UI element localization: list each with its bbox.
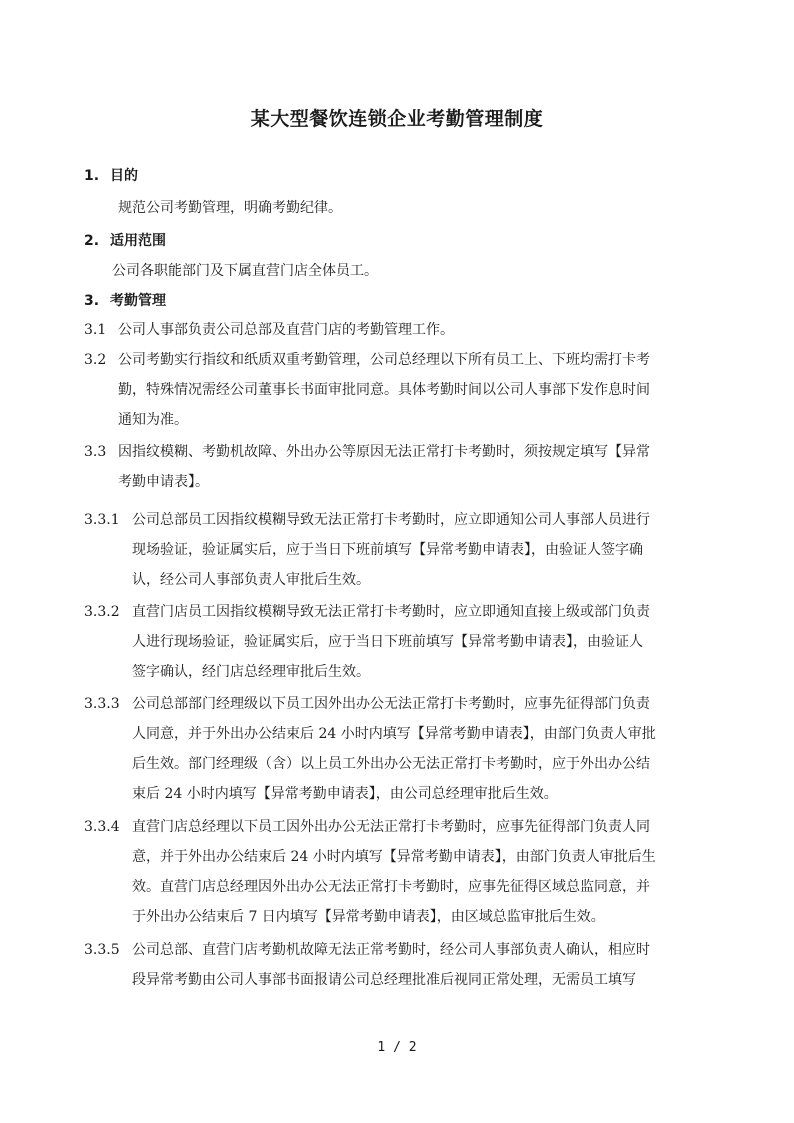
- clause-3-3-4: [84, 812, 656, 932]
- section-heading-text: 适用范围: [110, 233, 166, 249]
- clause-number: 3.3.4: [84, 819, 120, 835]
- clause-3-3-5: [84, 935, 650, 995]
- clause-line: 考勤申请表】。: [118, 474, 209, 490]
- section-heading-3: [84, 290, 166, 310]
- clause-line: 公司人事部负责公司总部及直营门店的考勤管理工作。: [118, 322, 454, 338]
- clause-number: 3.3.3: [84, 696, 120, 712]
- clause-3-2: [84, 345, 650, 435]
- page-indicator: 1 / 2: [377, 1040, 417, 1055]
- clause-line: 通知为准。: [118, 412, 188, 428]
- clause-line: 人同意，并于外出办公结束后 24 小时内填写【异常考勤申请表】，由部门负责人审批: [132, 726, 656, 742]
- clause-line: 因指纹模糊、考勤机故障、外出办公等原因无法正常打卡考勤时，须按规定填写【异常: [118, 444, 650, 460]
- clause-number: 3.2: [84, 352, 107, 368]
- section-heading-1: [84, 165, 138, 185]
- clause-line: 公司总部、直营门店考勤机故障无法正常考勤时，经公司人事部负责人确认，相应时: [132, 942, 650, 958]
- clause-line: 签字确认，经门店总经理审批后生效。: [132, 664, 370, 680]
- clause-line: 认，经公司人事部负责人审批后生效。: [132, 572, 370, 588]
- clause-line: 公司考勤实行指纹和纸质双重考勤管理，公司总经理以下所有员工上、下班均需打卡考: [118, 352, 650, 368]
- section-heading-text: 考勤管理: [110, 293, 166, 309]
- clause-line: 公司总部部门经理级以下员工因外出办公无法正常打卡考勤时，应事先征得部门负责: [132, 696, 650, 712]
- clause-number: 3.3.1: [84, 512, 120, 528]
- section-number: 3.: [84, 293, 100, 309]
- clause-number: 3.3.5: [84, 942, 120, 958]
- clause-line: 后生效。部门经理级（含）以上员工外出办公无法正常打卡考勤时，应于外出办公结: [132, 756, 650, 772]
- section-heading-2: [84, 230, 166, 250]
- clause-3-1: [84, 315, 454, 345]
- section-number: 2.: [84, 233, 100, 249]
- clause-line: 束后 24 小时内填写【异常考勤申请表】，由公司总经理审批后生效。: [132, 786, 558, 802]
- clause-line: 意，并于外出办公结束后 24 小时内填写【异常考勤申请表】，由部门负责人审批后生: [132, 849, 656, 865]
- section-body-2: 公司各职能部门及下属直营门店全体员工。: [112, 263, 378, 279]
- clause-line: 段异常考勤由公司人事部书面报请公司总经理批准后视同正常处理，无需员工填写: [132, 972, 636, 988]
- clause-number: 3.3: [84, 444, 107, 460]
- section-body-1: 规范公司考勤管理，明确考勤纪律。: [118, 200, 342, 216]
- clause-line: 现场验证，验证属实后，应于当日下班前填写【异常考勤申请表】，由验证人签字确: [132, 542, 643, 558]
- clause-line: 直营门店总经理以下员工因外出办公无法正常打卡考勤时，应事先征得部门负责人同: [132, 819, 650, 835]
- clause-line: 公司总部员工因指纹模糊导致无法正常打卡考勤时，应立即通知公司人事部人员进行: [132, 512, 650, 528]
- clause-number: 3.3.2: [84, 604, 120, 620]
- section-number: 1.: [84, 168, 100, 184]
- clause-3-3-1: [84, 505, 650, 595]
- clause-line: 人进行现场验证，验证属实后，应于当日下班前填写【异常考勤申请表】，由验证人: [132, 634, 643, 650]
- clause-line: 直营门店员工因指纹模糊导致无法正常打卡考勤时，应立即通知直接上级或部门负责: [132, 604, 650, 620]
- clause-line: 效。直营门店总经理因外出办公无法正常打卡考勤时，应事先征得区域总监同意，并: [132, 879, 650, 895]
- clause-line: 勤，特殊情况需经公司董事长书面审批同意。具体考勤时间以公司人事部下发作息时间: [118, 382, 650, 398]
- section-heading-text: 目的: [110, 168, 138, 184]
- clause-3-3-3: [84, 689, 656, 809]
- clause-line: 于外出办公结束后 7 日内填写【异常考勤申请表】，由区域总监审批后生效。: [132, 909, 605, 925]
- document-title: 某大型餐饮连锁企业考勤管理制度: [250, 108, 544, 130]
- clause-3-3: [84, 437, 650, 497]
- clause-number: 3.1: [84, 322, 107, 338]
- clause-3-3-2: [84, 597, 650, 687]
